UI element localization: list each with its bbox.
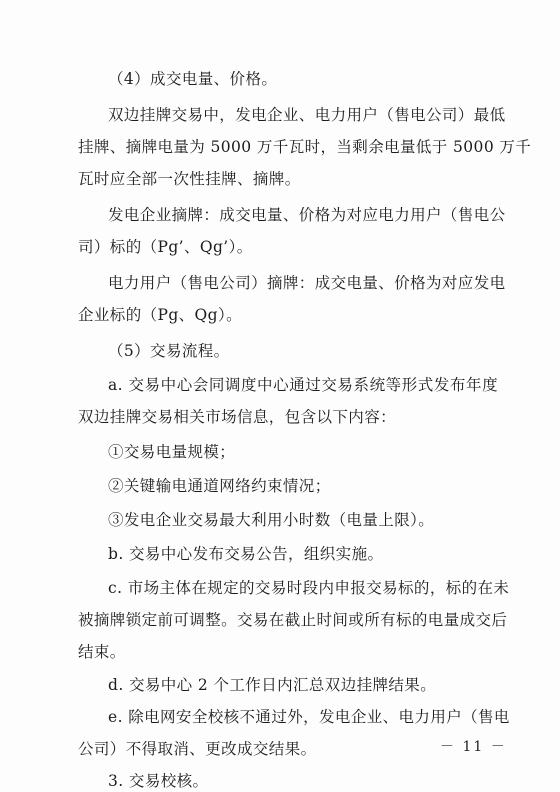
list-item-c: c. 市场主体在规定的交易时段内申报交易标的，标的在未 (108, 579, 510, 597)
section-heading-4: （4）成交电量、价格。 (108, 70, 278, 88)
section-heading-3: 3. 交易校核。 (108, 772, 209, 790)
section-heading-5: （5）交易流程。 (108, 342, 230, 360)
paragraph-line: 企业标的（Pg、Qg）。 (78, 306, 243, 324)
paragraph-line: 发电企业摘牌：成交电量、价格为对应电力用户（售电公 (108, 206, 506, 224)
list-item-b: b. 交易中心发布交易公告，组织实施。 (108, 545, 384, 563)
numbered-item-1: ①交易电量规模； (108, 443, 236, 461)
numbered-item-3: ③发电企业交易最大利用小时数（电量上限）。 (108, 511, 435, 529)
paragraph-line: 双边挂牌交易相关市场信息，包含以下内容： (78, 408, 397, 426)
list-item-e: e. 除电网安全校核不通过外，发电企业、电力用户（售电 (108, 708, 510, 726)
paragraph-line: 挂牌、摘牌电量为 5000 万千瓦时，当剩余电量低于 5000 万千 (78, 138, 532, 156)
paragraph-line: 结束。 (78, 643, 126, 661)
paragraph-line: 司）标的（Pg’、Qg’）。 (78, 238, 253, 256)
page-number: － 11 － (440, 739, 507, 755)
paragraph-line: 被摘牌锁定前可调整。交易在截止时间或所有标的电量成交后 (78, 611, 508, 629)
paragraph-line: 公司）不得取消、更改成交结果。 (78, 740, 317, 758)
paragraph-line: 电力用户（售电公司）摘牌：成交电量、价格为对应发电 (108, 274, 506, 292)
numbered-item-2: ②关键输电通道网络约束情况； (108, 477, 331, 495)
paragraph-line: 双边挂牌交易中，发电企业、电力用户（售电公司）最低 (108, 106, 506, 124)
paragraph-line: 瓦时应全部一次性挂牌、摘牌。 (78, 170, 301, 188)
list-item-a: a. 交易中心会同调度中心通过交易系统等形式发布年度 (108, 376, 498, 394)
list-item-d: d. 交易中心 2 个工作日内汇总双边挂牌结果。 (108, 676, 437, 694)
